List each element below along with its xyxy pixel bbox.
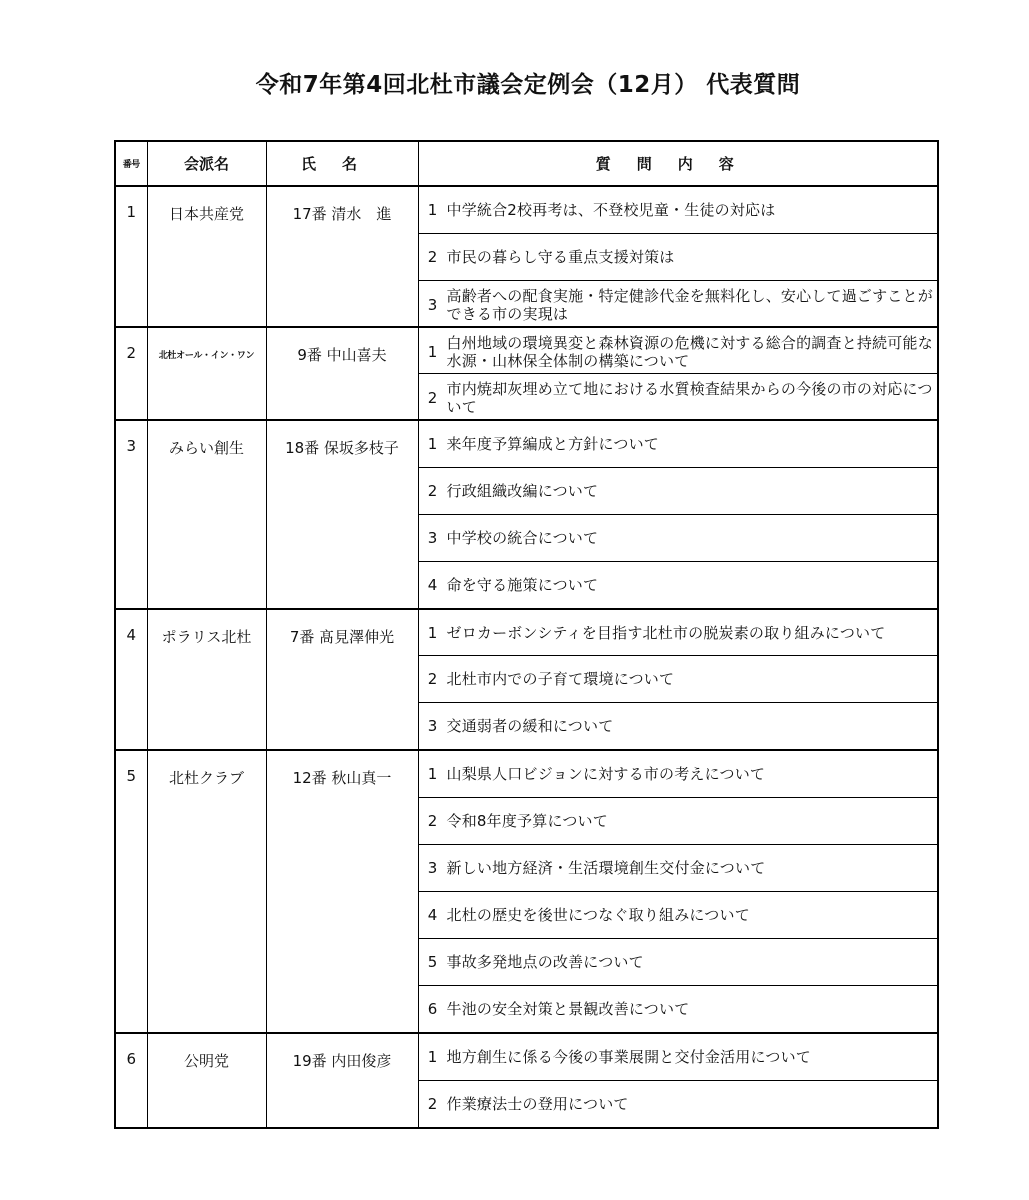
header-questions: 質問内容	[418, 141, 938, 186]
question-item	[419, 281, 938, 326]
question-number: 5	[427, 953, 438, 971]
question-item	[419, 798, 938, 844]
table-row	[115, 609, 938, 656]
group-party: 日本共産党	[147, 186, 266, 327]
question-item	[419, 656, 938, 702]
question-item	[419, 986, 938, 1032]
header-party: 会派名	[147, 141, 266, 186]
question-item	[419, 751, 938, 797]
questions-table	[114, 140, 939, 1129]
question-text: 地方創生に係る今後の事業展開と交付金活用について	[446, 1048, 812, 1066]
question-cell	[418, 562, 938, 610]
question-item	[419, 374, 938, 419]
question-item	[419, 562, 938, 608]
table-body	[115, 186, 938, 1128]
question-cell	[418, 656, 938, 703]
question-cell	[418, 234, 938, 281]
question-text: ゼロカーボンシティを目指す北杜市の脱炭素の取り組みについて	[446, 624, 886, 642]
question-number: 1	[427, 342, 438, 361]
question-number: 4	[427, 906, 438, 924]
group-member: 18番 保坂多枝子	[266, 420, 418, 609]
question-text: 市民の暮らし守る重点支援対策は	[446, 248, 675, 266]
header-member: 氏名	[266, 141, 418, 186]
question-cell	[418, 186, 938, 234]
question-item	[419, 468, 938, 514]
table-row	[115, 186, 938, 234]
question-item	[419, 328, 938, 373]
question-text: 作業療法士の登用について	[446, 1095, 629, 1113]
question-number: 4	[427, 576, 438, 594]
question-text: 交通弱者の緩和について	[446, 717, 614, 735]
group-member: 9番 中山喜夫	[266, 327, 418, 420]
table-row	[115, 327, 938, 374]
question-text: 市内焼却灰埋め立て地における水質検査結果からの今後の市の対応について	[446, 379, 933, 416]
question-number: 1	[427, 1048, 438, 1066]
question-number: 1	[427, 435, 438, 453]
group-party: 公明党	[147, 1033, 266, 1128]
group-member: 7番 髙見澤伸光	[266, 609, 418, 750]
question-number: 2	[427, 812, 438, 830]
question-cell	[418, 703, 938, 751]
table-row	[115, 750, 938, 798]
question-text: 行政組織改編について	[446, 482, 599, 500]
question-number: 3	[427, 295, 438, 314]
question-item	[419, 892, 938, 938]
question-text: 中学校の統合について	[446, 529, 599, 547]
table-header-row	[115, 141, 938, 186]
question-number: 3	[427, 859, 438, 877]
question-cell	[418, 515, 938, 562]
question-text: 北杜市内での子育て環境について	[446, 670, 675, 688]
question-cell	[418, 750, 938, 798]
question-number: 1	[427, 201, 438, 219]
question-text: 高齢者への配食実施・特定健診代金を無料化し、安心して過ごすことができる市の実現は	[446, 286, 933, 323]
question-cell	[418, 281, 938, 328]
question-number: 2	[427, 482, 438, 500]
question-cell	[418, 374, 938, 421]
question-cell	[418, 327, 938, 374]
question-cell	[418, 1033, 938, 1081]
question-cell	[418, 892, 938, 939]
question-cell	[418, 420, 938, 468]
question-text: 命を守る施策について	[446, 576, 599, 594]
table-row	[115, 1033, 938, 1081]
group-party: みらい創生	[147, 420, 266, 609]
question-item	[419, 1081, 938, 1127]
question-number: 6	[427, 1000, 438, 1018]
question-item	[419, 845, 938, 891]
question-cell	[418, 609, 938, 656]
question-number: 2	[427, 388, 438, 407]
group-member: 17番 清水 進	[266, 186, 418, 327]
question-item	[419, 703, 938, 749]
group-party: 北杜クラブ	[147, 750, 266, 1033]
question-text: 来年度予算編成と方針について	[446, 435, 660, 453]
question-number: 1	[427, 624, 438, 642]
question-text: 北杜の歴史を後世につなぐ取り組みについて	[446, 906, 750, 924]
question-item	[419, 421, 938, 467]
question-number: 2	[427, 248, 438, 266]
question-item	[419, 187, 938, 233]
question-item	[419, 1034, 938, 1080]
question-number: 1	[427, 765, 438, 783]
group-number: 3	[115, 420, 147, 609]
question-item	[419, 939, 938, 985]
header-number: 番号	[115, 141, 147, 186]
question-text: 令和8年度予算について	[446, 812, 608, 830]
question-cell	[418, 986, 938, 1034]
question-cell	[418, 939, 938, 986]
question-text: 白州地域の環境異変と森林資源の危機に対する総合的調査と持続可能な水源・山林保全体制の構築について	[446, 333, 933, 370]
question-item	[419, 610, 938, 655]
question-cell	[418, 468, 938, 515]
question-text: 山梨県人口ビジョンに対する市の考えについて	[446, 765, 766, 783]
group-number: 6	[115, 1033, 147, 1128]
question-text: 新しい地方経済・生活環境創生交付金について	[446, 859, 766, 877]
question-cell	[418, 845, 938, 892]
question-number: 2	[427, 670, 438, 688]
question-item	[419, 234, 938, 280]
group-number: 1	[115, 186, 147, 327]
question-text: 中学統合2校再考は、不登校児童・生徒の対応は	[446, 201, 776, 219]
group-number: 2	[115, 327, 147, 420]
question-item	[419, 515, 938, 561]
question-cell	[418, 798, 938, 845]
group-number: 5	[115, 750, 147, 1033]
question-cell	[418, 1081, 938, 1129]
page-title: 令和7年第4回北杜市議会定例会（12月） 代表質問	[255, 72, 801, 98]
group-member: 19番 内田俊彦	[266, 1033, 418, 1128]
question-text: 牛池の安全対策と景観改善について	[446, 1000, 690, 1018]
question-text: 事故多発地点の改善について	[446, 953, 644, 971]
group-party: 北杜オール・イン・ワン	[147, 327, 266, 420]
group-number: 4	[115, 609, 147, 750]
question-number: 3	[427, 529, 438, 547]
group-party: ポラリス北杜	[147, 609, 266, 750]
question-number: 3	[427, 717, 438, 735]
group-member: 12番 秋山真一	[266, 750, 418, 1033]
table-row	[115, 420, 938, 468]
question-number: 2	[427, 1095, 438, 1113]
